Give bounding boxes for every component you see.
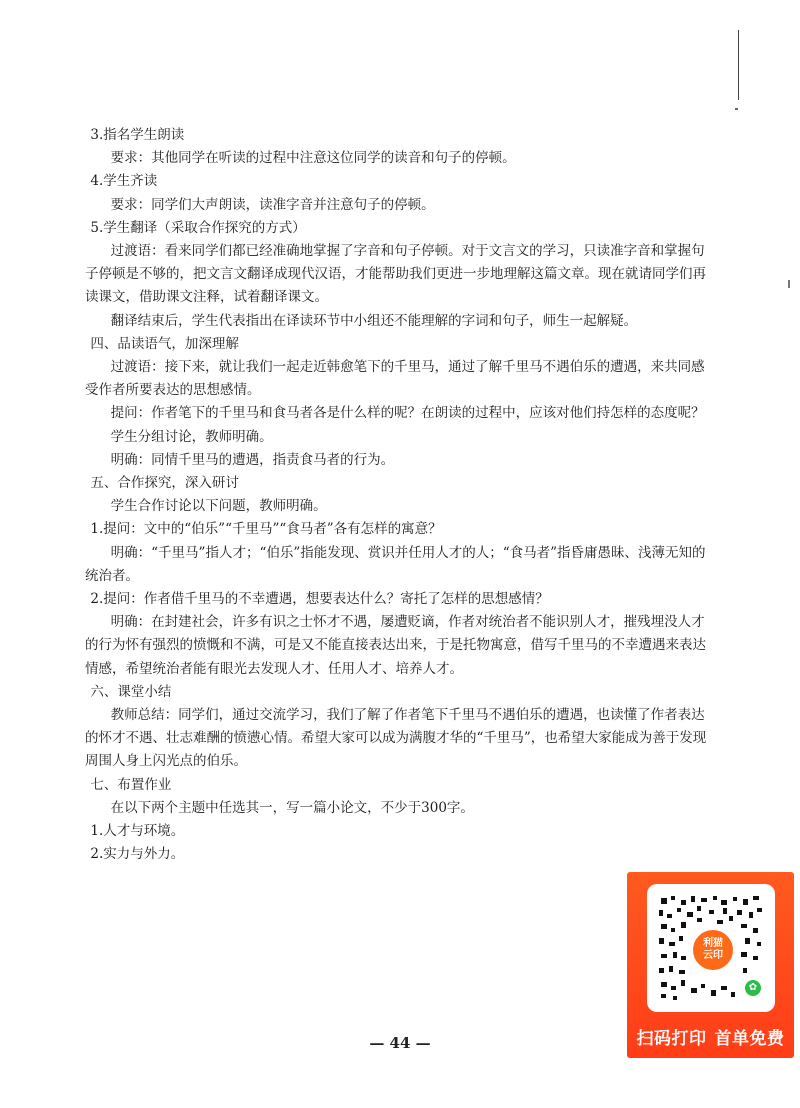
paragraph: 过渡语：接下来，就让我们一起走近韩愈笔下的千里马，通过了解千里马不遇伯乐的遭遇，来共同感受作者所要表达的思想感情。 [85,359,705,399]
section-heading: 5.学生翻译（采取合作探究的方式） [90,219,306,236]
paragraph: 明确：同情千里马的遭遇，指责食马者的行为。 [110,451,395,468]
question: 1.提问：文中的“伯乐”“千里马”“食马者”各有怎样的寓意？ [90,521,442,538]
brand-logo [691,928,735,972]
body-text [85,124,715,867]
qr-code-panel[interactable] [647,884,775,1012]
paragraph: 学生合作讨论以下问题，教师明确。 [110,498,327,515]
paragraph: 明确：“千里马”指人才；“伯乐”指能发现、赏识并任用人才的人；“食马者”指昏庸愚昧、浅薄无知的统治者。 [85,544,706,584]
paragraph: 翻译结束后，学生代表指出在译读环节中小组还不能理解的字词和句子，师生一起解疑。 [110,312,638,329]
logo-text: 云印 [703,950,723,961]
section-heading: 4.学生齐读 [90,173,158,190]
paragraph: 要求：其他同学在听读的过程中注意这位同学的读音和句子的停顿。 [110,150,516,167]
mini-program-icon: ✿ [745,980,761,996]
logo-text: 利猫 [703,938,723,949]
margin-rule [738,30,739,100]
ad-caption[interactable] [627,1024,794,1049]
paragraph: 在以下两个主题中任选其一，写一篇小论文，不少于300字。 [110,799,474,816]
paragraph: 过渡语：看来同学们都已经准确地掌握了字音和句子停顿。对于文言文的学习，只读准字音和掌握句子停顿是不够的，把文言文翻译成现代汉语，才能帮助我们更进一步地理解这篇文章。现在就请同学们再读课文，借助课文注释，试着翻译课文。 [85,243,706,306]
paragraph: 要求：同学们大声朗读，读准字音并注意句子的停顿。 [110,196,435,213]
page-number: — 44 — [369,1034,431,1052]
section-heading: 3.指名学生朗读 [90,127,185,143]
section-heading: 五、合作探究，深入研讨 [90,475,239,492]
section-heading: 七、布置作业 [90,776,172,793]
margin-mark [788,280,790,288]
list-item: 1.人才与环境。 [90,823,185,840]
paragraph: 教师总结：同学们，通过交流学习，我们了解了作者笔下千里马不遇伯乐的遭遇，也读懂了作者表达的怀才不遇、壮志难酬的愤懑心情。希望大家可以成为满腹才华的“千里马”，也希望大家能成为善于发现周围人身上闪光点的伯乐。 [85,707,707,770]
question: 2.提问：作者借千里马的不幸遭遇，想要表达什么？寄托了怎样的思想感情？ [90,591,549,608]
ad-caption-right: 首单免费 [714,1029,785,1049]
paragraph: 明确：在封建社会，许多有识之士怀才不遇，屡遭贬谪，作者对统治者不能识别人才，摧残埋没人才的行为怀有强烈的愤慨和不满，可是又不能直接表达出来，于是托物寓意，借写千里马的不幸遭遇来表达情感，希望统治者能有眼光去发现人才、任用人才、培养人才。 [85,614,706,677]
section-heading: 四、品读语气，加深理解 [90,335,239,352]
paragraph: 提问：作者笔下的千里马和食马者各是什么样的呢？在朗读的过程中，应该对他们持怎样的态度呢？ [110,405,705,422]
print-ad-card[interactable] [627,872,794,1058]
paragraph: 学生分组讨论，教师明确。 [110,428,273,445]
list-item: 2.实力与外力。 [90,846,185,863]
section-heading: 六、课堂小结 [90,683,172,700]
margin-mark [735,108,738,110]
ad-caption-left: 扫码打印 [636,1029,707,1049]
